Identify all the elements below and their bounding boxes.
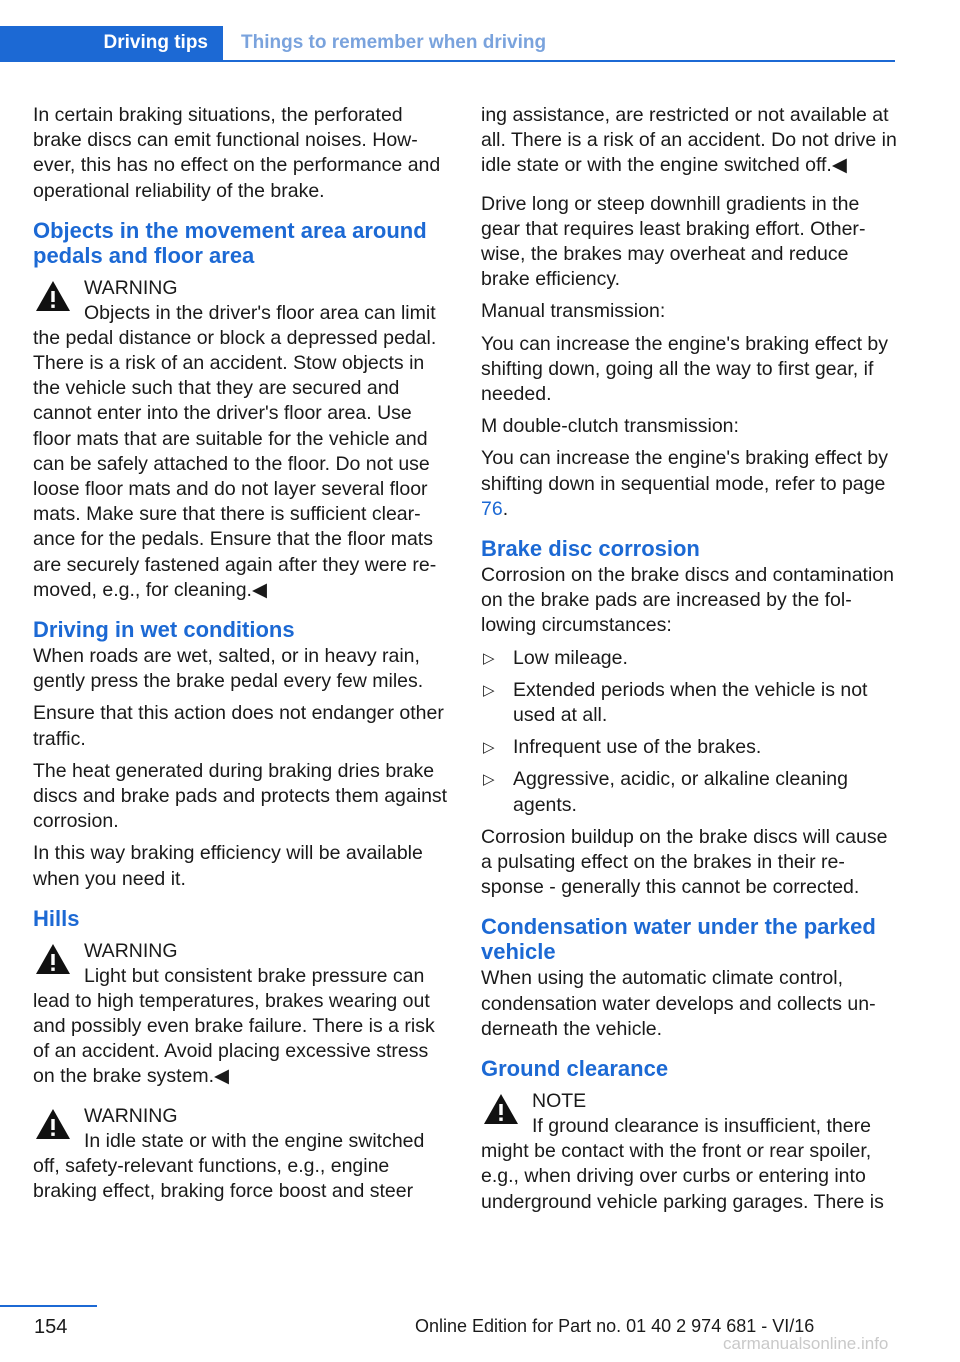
bullet-list [481,646,899,818]
heading-hills: Hills [33,905,80,931]
warning-triangle-icon [481,1091,521,1127]
dct-label: M double-clutch transmission: [481,415,739,438]
warning-triangle-icon [33,1106,73,1142]
list-item: ▷ Infrequent use of the brakes. [481,735,899,760]
heading-wet: Driving in wet conditions [33,617,295,643]
warning-title: WARNING [84,1104,178,1127]
warning-triangle-icon [33,941,73,977]
heading-condensation: Condensation water under the parked vehicle [481,914,876,965]
bullet-triangle-icon: ▷ [483,649,495,667]
header-rule [0,60,895,62]
warning-title: WARNING [84,276,178,299]
bullet-triangle-icon: ▷ [483,771,495,789]
page-header [0,26,895,62]
warning-block [33,276,451,603]
right-column [481,103,899,1221]
note-block [481,1089,899,1215]
paragraph: When using the automatic climate control, condensation water develops and collects underneath the vehicle. [481,967,876,1040]
warning-text-first: Light but consistent brake pressure can [84,964,425,987]
warning-title: WARNING [84,939,178,962]
section-tab[interactable]: Driving tips [0,26,223,60]
paragraph: In this way braking efficiency will be available when you need it. [33,842,423,890]
dct-text-end: . [502,497,509,520]
list-item: ▷ Aggressive, acidic, or alkaline cleaning agents. [483,768,848,816]
left-column [33,103,451,1210]
note-title: NOTE [532,1090,587,1113]
intro-paragraph: In certain braking situations, the perforated brake discs can emit functional noises. However, this has no effect on the performance and operational reliability of the brake. [33,104,441,202]
footer-rule [0,1305,97,1307]
warning-text-first: In idle state or with the engine switched [84,1129,425,1152]
list-item: ▷ Extended periods when the vehicle is not used at all. [483,678,868,727]
continued-paragraph: ing assistance, are restricted or not available at all. There is a risk of an accident. Do not drive in idle state or with the engine switched off.◀ [481,104,897,177]
warning-block [33,1104,451,1204]
manual-label: Manual transmission: [481,300,666,323]
dct-text: You can increase the engine's braking effect by shifting down in sequential mode, refer to page [481,447,889,495]
heading-objects: Objects in the movement area around pedals and floor area [33,217,427,268]
paragraph: You can increase the engine's braking effect by shifting down, going all the way to first gear, if needed. [481,332,889,406]
warning-text-first: Objects in the driver's floor area can limit [84,301,436,324]
paragraph: When roads are wet, salted, or in heavy rain, gently press the brake pedal every few miles. [33,645,424,693]
page-link[interactable]: 76 [481,497,503,520]
paragraph: Corrosion buildup on the brake discs will cause a pulsating effect on the brakes in their response - generally this cannot be corrected. [481,825,888,899]
subsection-tab[interactable]: Things to remember when driving [241,32,547,53]
heading-ground-clearance: Ground clearance [481,1056,669,1082]
note-text-first: If ground clearance is insufficient, there [532,1115,871,1138]
bullet-triangle-icon: ▷ [483,739,495,757]
warning-text: the pedal distance or block a depressed pedal. There is a risk of an accident. Stow objects in the vehicle such that they are secured and cannot enter into the driver's floor area. Use floor mats that are suitable for the vehicle and can be safely attached to the floor. Do not use loose floor mats and do not layer several floor mats. Make sure that there is sufficient clearance for the pedals. Ensure that the floor mats are securely fastened again after they were removed, e.g., for cleaning.◀ [33,326,437,601]
paragraph [481,446,899,522]
warning-text: lead to high temperatures, brakes wearing out and possibly even brake failure. There is a risk of an accident. Avoid placing excessive stress on the brake system.◀ [33,989,435,1088]
paragraph: Corrosion on the brake discs and contamination on the brake pads are increased by the following circumstances: [481,564,894,637]
list-item: ▷ Low mileage. [481,646,899,671]
page-number: 154 [34,1316,68,1338]
warning-block [33,939,451,1090]
paragraph: The heat generated during braking dries brake discs and brake pads and protects them against corrosion. [33,759,448,833]
warning-text: off, safety-relevant functions, e.g., engine braking effect, braking force boost and steer [33,1154,414,1202]
paragraph: Ensure that this action does not endanger other traffic. [33,702,444,750]
edition-text: Online Edition for Part no. 01 40 2 974 681 - VI/16 [415,1316,815,1336]
bullet-triangle-icon: ▷ [483,681,495,699]
watermark: carmanualsonline.info [723,1334,889,1353]
warning-triangle-icon [33,278,73,314]
paragraph: Drive long or steep downhill gradients in the gear that requires least braking effort. Otherwise, the brakes may overheat and reduce brake efficiency. [481,192,866,291]
note-text: might be contact with the front or rear spoiler, e.g., when driving over curbs or entering into underground vehicle parking garages. There is [481,1140,884,1213]
heading-corrosion: Brake disc corrosion [481,536,700,562]
